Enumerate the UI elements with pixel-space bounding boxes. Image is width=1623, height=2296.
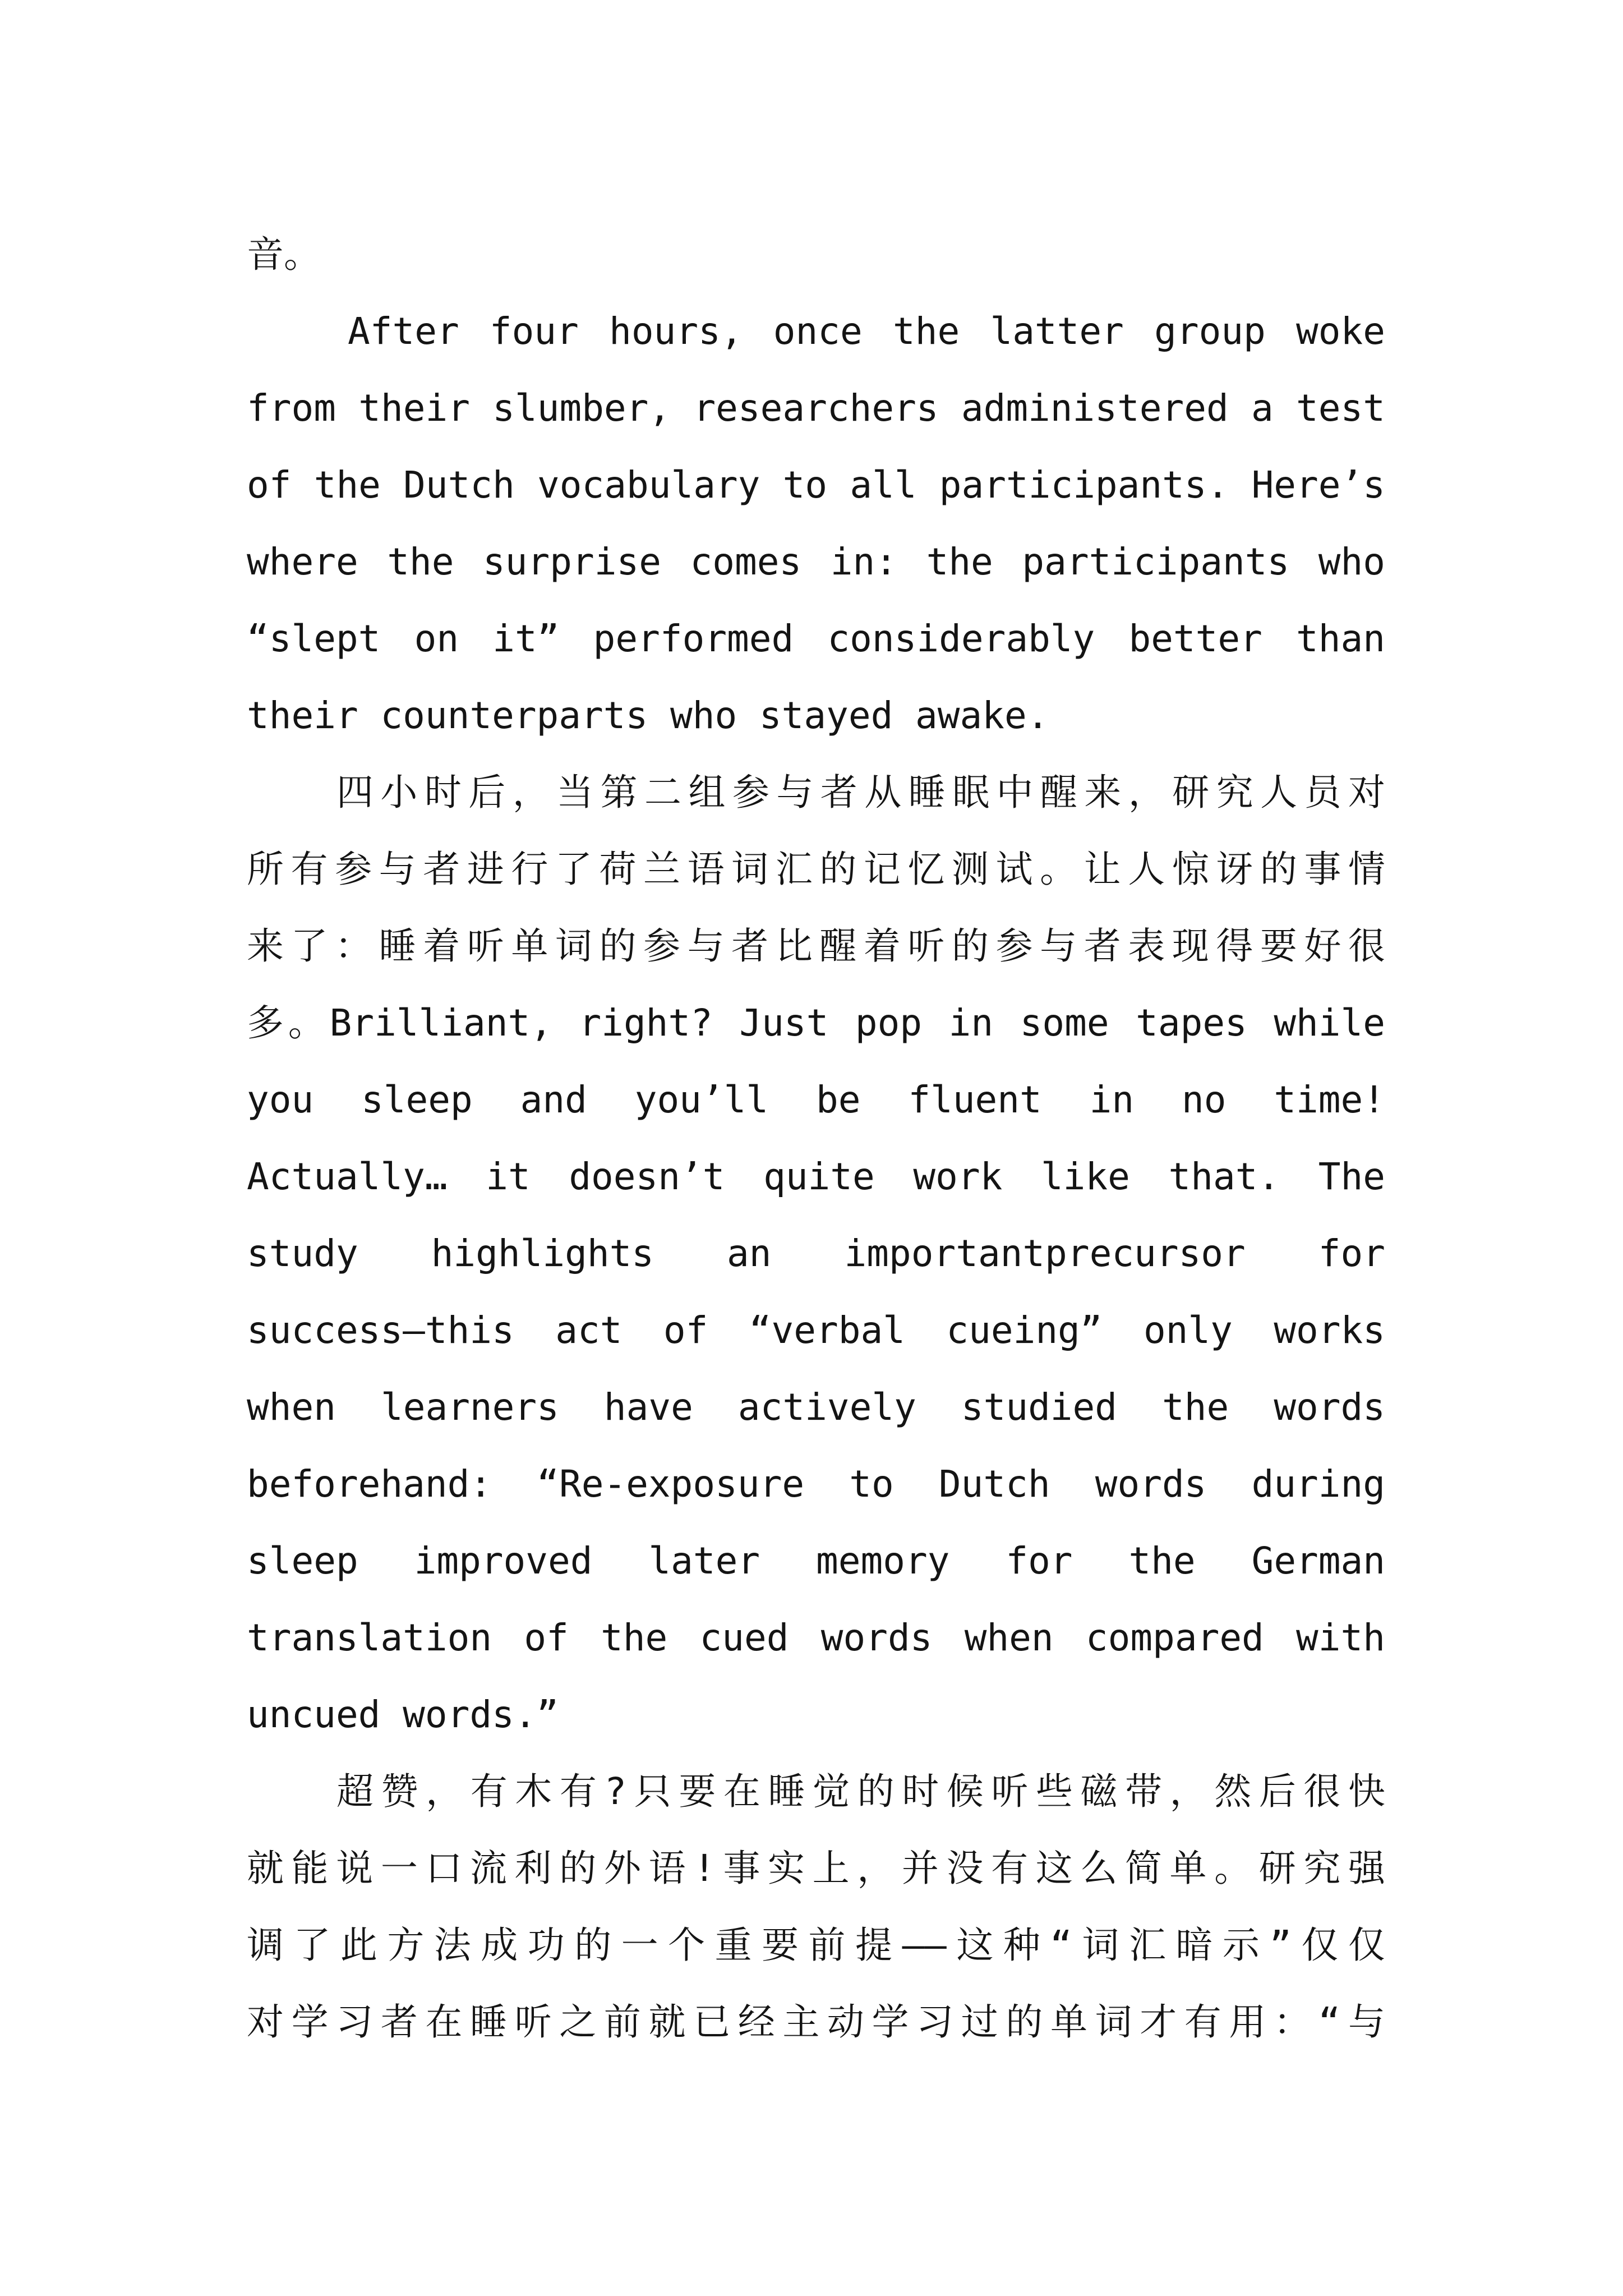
text-line: when learners have actively studied the words xyxy=(247,1386,1385,1429)
text-line: After four hours, once the latter group woke xyxy=(348,310,1385,353)
text-line: beforehand: “Re-exposure to Dutch words during xyxy=(247,1462,1385,1506)
text-line: study highlights an importantprecursor for xyxy=(247,1232,1385,1275)
text-line: from their slumber, researchers administered a test xyxy=(247,386,1385,430)
text-line: 就能说一口流利的外语!事实上，并没有这么简单。研究强 xyxy=(247,1847,1385,1890)
text-line: 所有参与者进行了荷兰语词汇的记忆测试。让人惊讶的事情 xyxy=(247,848,1385,891)
text-line: translation of the cued words when compared with xyxy=(247,1616,1385,1659)
body-text xyxy=(247,216,1385,2060)
text-line: “slept on it” performed considerably better than xyxy=(247,617,1385,660)
text-line: 对学习者在睡听之前就已经主动学习过的单词才有用：“与 xyxy=(247,2000,1385,2044)
text-line: 超赞，有木有?只要在睡觉的时候听些磁带，然后很快 xyxy=(336,1770,1385,1813)
text-line: of the Dutch vocabulary to all participants. Here’s xyxy=(247,463,1385,507)
text-line: 四小时后，当第二组参与者从睡眠中醒来，研究人员对 xyxy=(336,771,1385,814)
text-line: uncued words.” xyxy=(247,1693,559,1736)
text-line: 多。Brilliant, right? Just pop in some tapes while xyxy=(247,1001,1385,1045)
text-line: success—this act of “verbal cueing” only works xyxy=(247,1309,1385,1352)
text-line: you sleep and you’ll be fluent in no time! xyxy=(247,1078,1385,1121)
text-line: 来了：睡着听单词的参与者比醒着听的参与者表现得要好很 xyxy=(247,924,1385,968)
text-line: sleep improved later memory for the German xyxy=(247,1539,1385,1582)
text-line: 调了此方法成功的一个重要前提——这种“词汇暗示”仅仅 xyxy=(247,1924,1385,1967)
text-line: 音。 xyxy=(247,233,321,276)
text-line: where the surprise comes in: the participants who xyxy=(247,540,1385,583)
text-line: Actually… it doesn’t quite work like that. The xyxy=(247,1155,1385,1198)
text-line: their counterparts who stayed awake. xyxy=(247,694,1049,737)
